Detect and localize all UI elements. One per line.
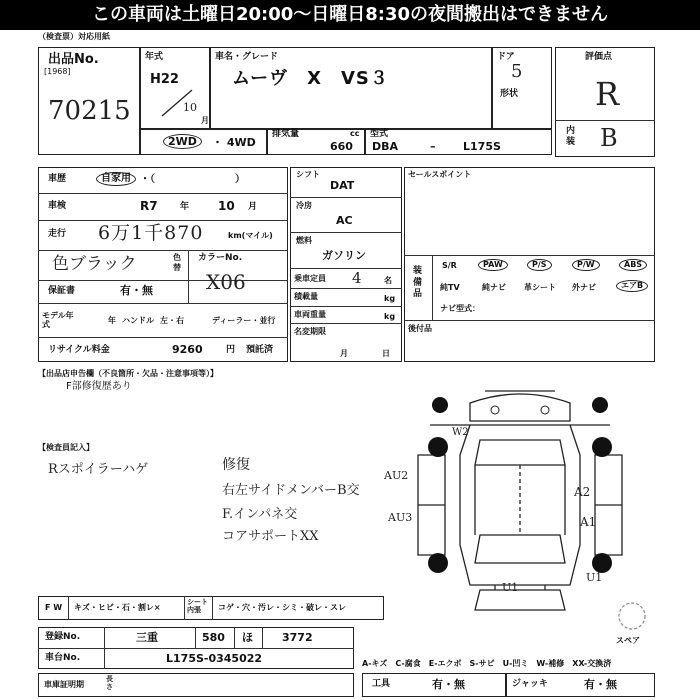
history-value: 自家用	[96, 172, 136, 186]
tools-value: 有・無	[432, 678, 465, 691]
history-rest: ・（ ）	[140, 174, 245, 185]
displacement-label: 排気量	[272, 129, 300, 139]
inspector-line4: F.インパネ交	[222, 507, 298, 522]
color-code: X06	[206, 270, 246, 294]
capacity-label: 乗車定員	[294, 274, 326, 283]
fuel-value: ガソリン	[322, 249, 366, 262]
spare-label: スペア	[616, 636, 640, 645]
year-month-unit: 月	[201, 116, 209, 125]
equip-sr: S/R	[442, 261, 457, 270]
equip-airbag: エアB	[616, 280, 648, 292]
weight-label: 車両重量	[294, 310, 326, 319]
recycle-status: 預託済	[246, 345, 274, 355]
doors-value: 5	[511, 61, 523, 82]
spare-tire-icon	[616, 600, 648, 632]
registration-label: 登録No.	[45, 632, 81, 642]
year-month: 10	[183, 101, 197, 114]
drive-2wd: 2WD	[163, 134, 202, 149]
inspector-line2: 修復	[222, 457, 250, 473]
year-label: 年式	[145, 52, 164, 62]
equip-ext-nav: 外ナビ	[572, 283, 596, 292]
registration-class: 580	[202, 631, 225, 644]
certificate-box	[38, 673, 354, 697]
color-change-label: 色替	[173, 253, 181, 273]
mileage-unit: km(マイル)	[228, 231, 273, 240]
recycle-value: 9260	[172, 343, 203, 356]
sales-points-label: セールスポイント	[408, 170, 472, 179]
mark-au3: AU3	[388, 511, 413, 524]
model-year-unit: 年	[108, 316, 116, 325]
warranty-value: 有・無	[120, 284, 153, 297]
seat-label: シート内張	[187, 598, 208, 615]
mileage-value: 6万1千870	[98, 222, 204, 244]
equip-leather: 革シート	[524, 283, 556, 292]
fw-label: F W	[45, 603, 63, 612]
equipment-label: 装備品	[413, 266, 423, 300]
chassis-value: L175S-0345022	[166, 652, 263, 665]
aircon-label: 冷房	[296, 201, 312, 210]
seller-notes-value: F部修復歴あり	[66, 381, 132, 392]
equip-pw: P/W	[572, 259, 600, 271]
damage-legend: A-キズ C-腐食 E-エクボ S-サビ U-凹ミ W-補修 XX-交換済	[362, 659, 612, 668]
year-slash	[160, 88, 200, 118]
equip-tv: 純TV	[440, 283, 460, 292]
inspector-line5: コアサポートXX	[222, 529, 319, 544]
lot-number: 70215	[48, 96, 131, 126]
drive-4wd: ・ 4WD	[212, 136, 256, 149]
recycle-unit: 円	[226, 345, 236, 355]
equip-abs: ABS	[619, 259, 647, 271]
registration-pref: 三重	[136, 631, 158, 644]
name-change-day: 日	[382, 349, 390, 358]
certificate-extra: 長さ	[106, 675, 113, 691]
mark-au2: AU2	[384, 469, 409, 482]
inspection-label: 車検	[48, 201, 67, 211]
color-value: 色ブラック	[52, 254, 137, 274]
model-dash: –	[430, 140, 436, 153]
aircon-value: AC	[336, 214, 353, 227]
mark-a2: A2	[574, 485, 591, 499]
recycle-label: リサイクル料金	[48, 345, 110, 355]
inspection-month: 10	[218, 199, 235, 213]
fuel-label: 燃料	[296, 236, 312, 245]
mark-a1: A1	[580, 515, 597, 529]
jack-label: ジャッキ	[512, 679, 548, 689]
grade-value: R	[595, 75, 620, 113]
handle-label: ハンドル	[122, 316, 154, 325]
dealer-label: ディーラー・並行	[212, 316, 276, 325]
car-diagram	[400, 385, 645, 615]
color-code-label: カラーNo.	[198, 253, 243, 263]
shift-label: シフト	[296, 170, 320, 179]
grade-label: 評価点	[585, 52, 613, 62]
nav-model-label: ナビ型式：	[440, 304, 480, 313]
weight-unit: kg	[384, 312, 396, 321]
mileage-label: 走行	[48, 229, 67, 239]
year-value: H22	[150, 72, 179, 87]
jack-value: 有・無	[584, 678, 617, 691]
mark-u1-left: U1	[502, 581, 519, 594]
equip-ps: P/S	[527, 259, 552, 271]
name-change-label: 名変期限	[294, 327, 326, 336]
inspection-month-unit: 月	[248, 202, 258, 212]
lot-label: 出品No.	[48, 52, 99, 67]
mark-w2: W2	[452, 427, 469, 438]
name-change-month: 月	[340, 349, 348, 358]
handle-value: 左・右	[160, 316, 184, 325]
night-delivery-banner: この車両は土曜日20:00～日曜日8:30の夜間搬出はできません	[0, 0, 700, 30]
displacement-unit: cc	[350, 129, 360, 138]
equip-nav: 純ナビ	[482, 283, 506, 292]
registration-kana: ほ	[242, 631, 253, 644]
capacity-unit: 名	[384, 276, 392, 285]
aftermarket-label: 後付品	[408, 324, 432, 333]
car-name-value: ムーヴ X VS３	[232, 68, 389, 89]
shape-label: 形状	[500, 89, 519, 99]
capacity-value: 4	[352, 269, 362, 287]
warranty-label: 保証書	[48, 286, 76, 296]
registration-number: 3772	[282, 631, 313, 644]
displacement-value: 660	[330, 140, 353, 153]
equip-paw: PAW	[478, 259, 508, 271]
chassis-label: 車台No.	[45, 653, 81, 663]
tools-label: 工具	[372, 679, 391, 689]
fw-row2: コゲ・穴・汚レ・シミ・破レ・スレ	[218, 603, 346, 612]
sheet-title: （検査票）対応用紙	[38, 32, 110, 41]
doors-label: ドア	[497, 52, 515, 62]
load-unit: kg	[384, 294, 396, 303]
interior-value: B	[600, 124, 618, 152]
seller-notes-label: 【出品店申告欄（不良箇所・欠品・注意事項等）】	[38, 369, 218, 378]
model-year-label: モデル年式	[42, 311, 74, 329]
model-label: 型式	[370, 129, 389, 139]
inspection-year-unit: 年	[180, 202, 190, 212]
lot-tag: [1968]	[44, 67, 71, 76]
model-value: L175S	[463, 140, 501, 153]
shift-value: DAT	[330, 179, 355, 192]
history-label: 車歴	[48, 174, 67, 184]
model-prefix: DBA	[372, 140, 399, 153]
fw-row1: キズ・ヒビ・石・割レ×	[74, 603, 161, 612]
inspector-line1: Rスポイラーハゲ	[48, 462, 149, 477]
inspection-value: R7	[140, 199, 158, 213]
car-name-label: 車名・グレード	[215, 52, 279, 62]
inspector-line3: 右左サイドメンバーB交	[222, 483, 360, 498]
load-label: 積載量	[294, 292, 318, 301]
certificate-label: 車庫証明期	[44, 680, 84, 689]
mark-u1-right: U1	[586, 571, 603, 584]
inspector-label: 【検査員記入】	[38, 443, 94, 452]
interior-label: 内装	[566, 126, 576, 147]
